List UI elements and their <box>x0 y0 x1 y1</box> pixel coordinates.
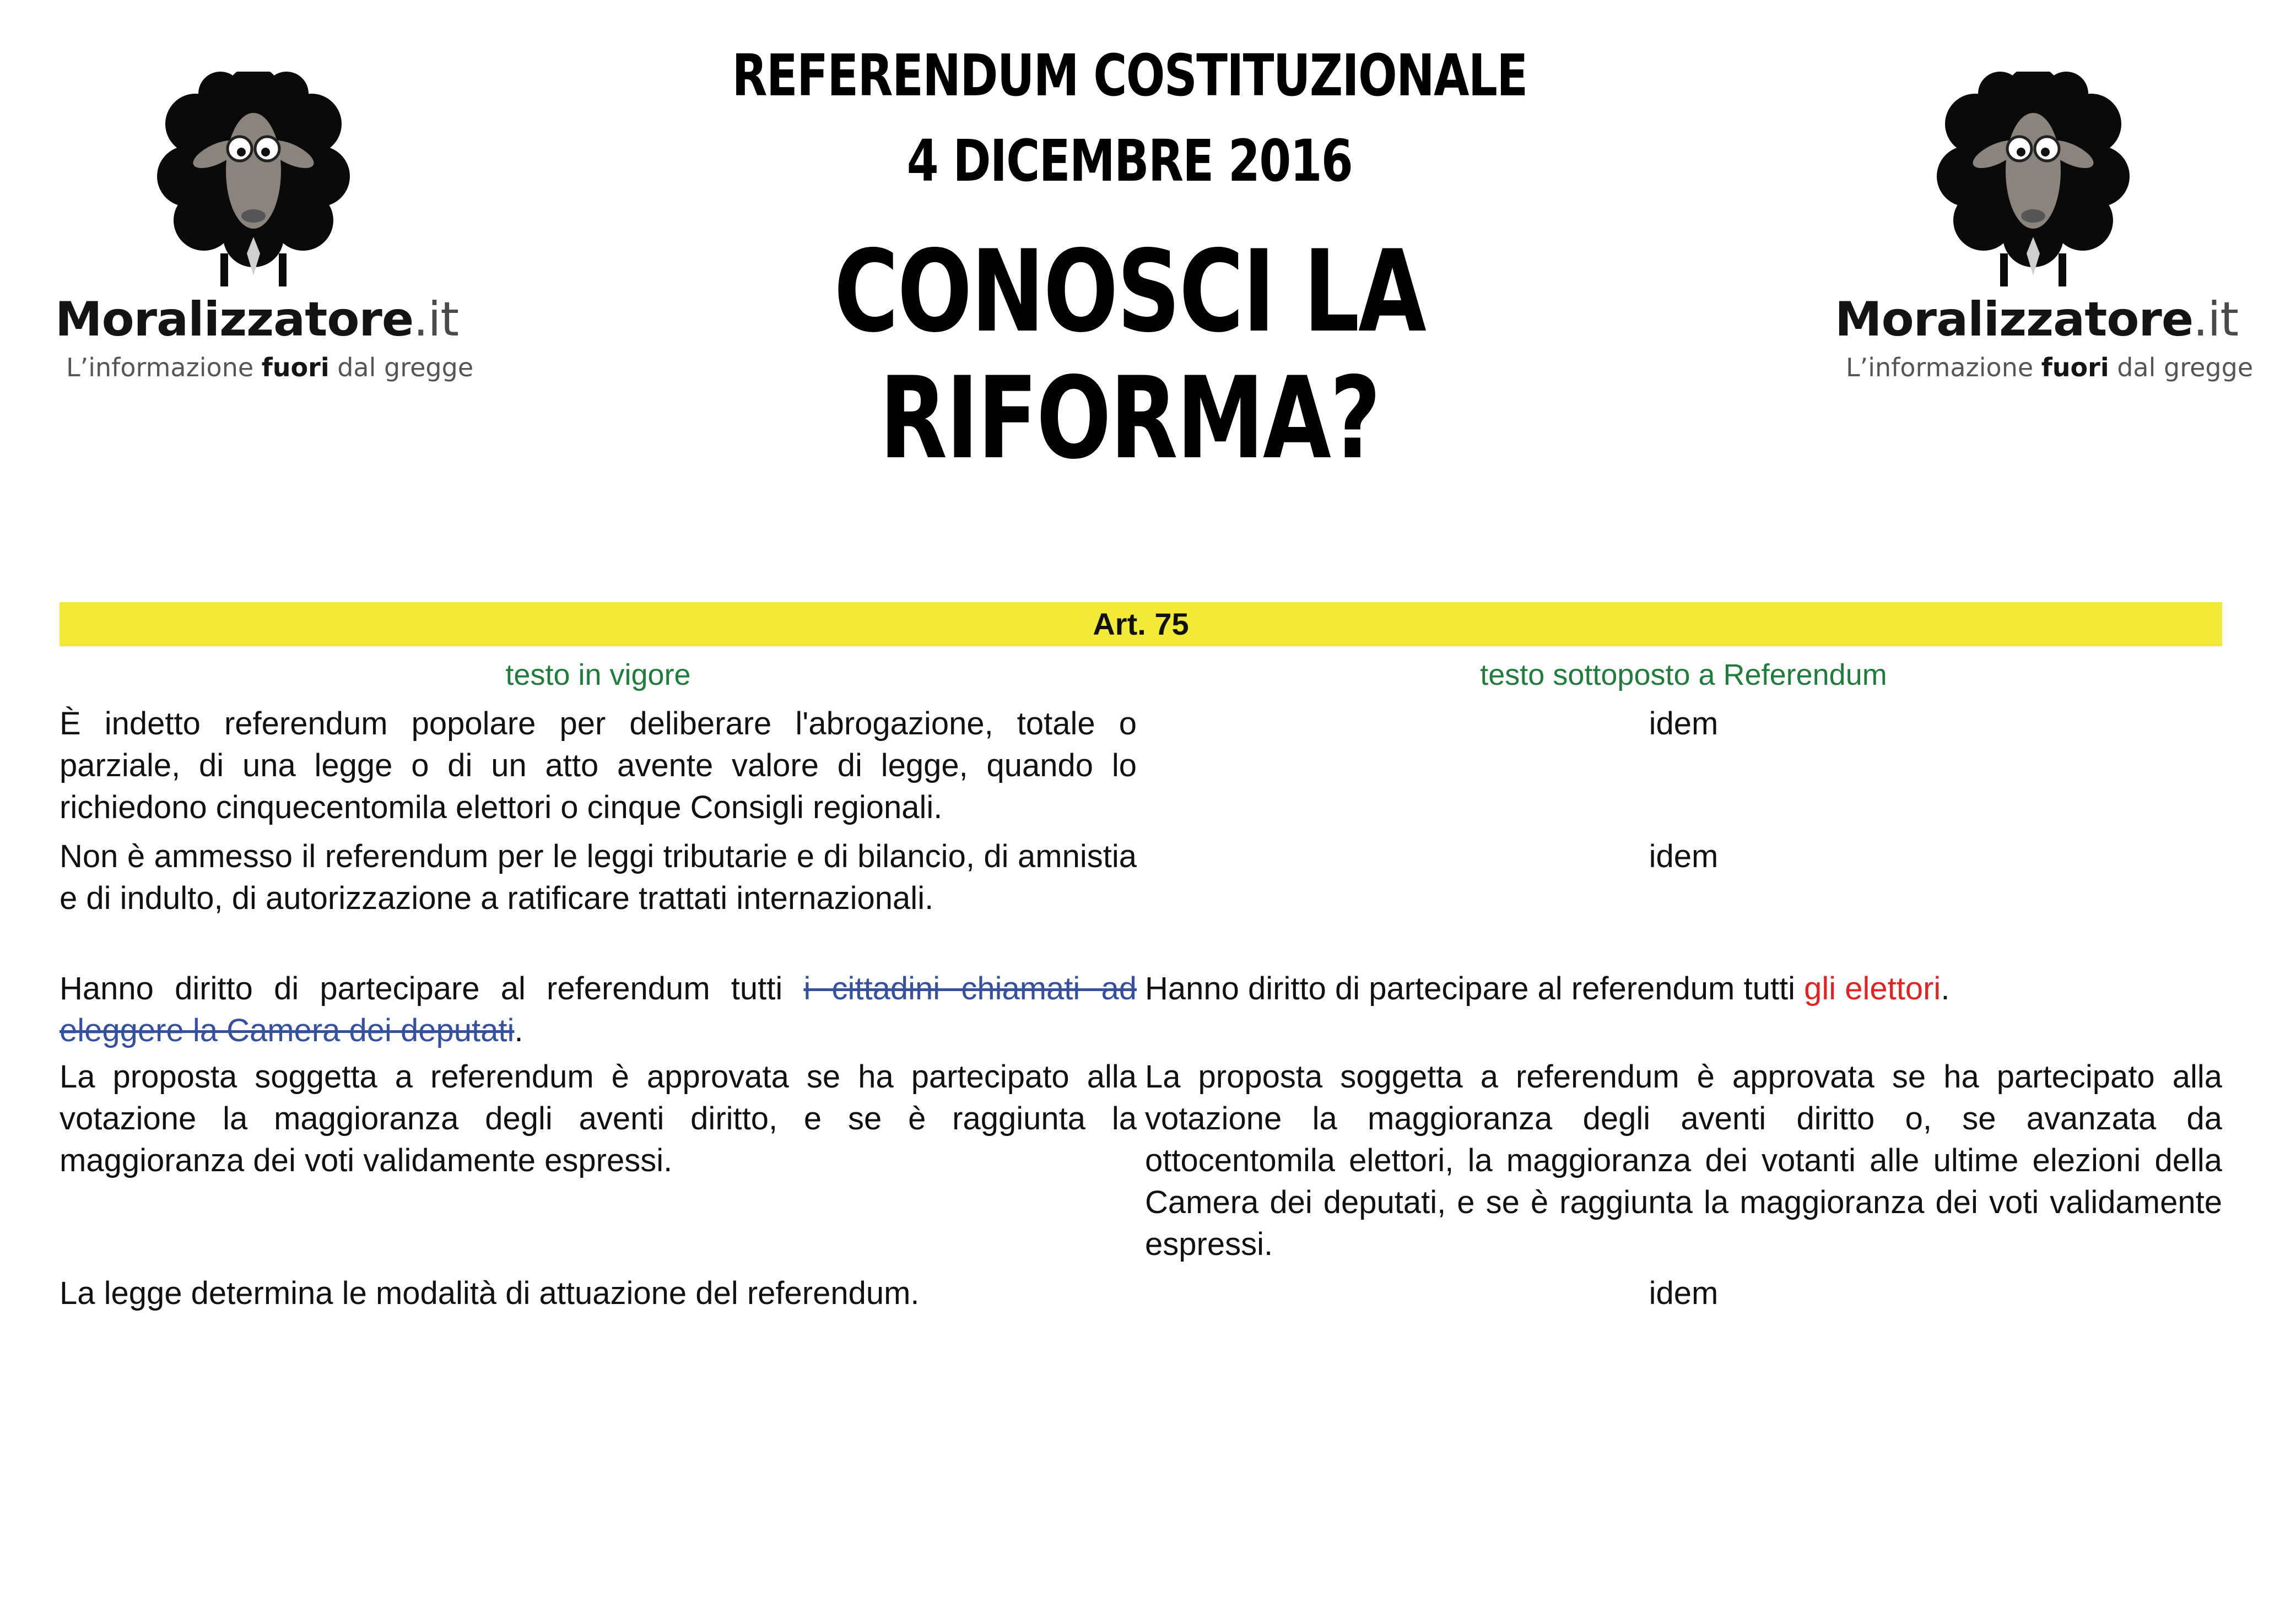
row-5-current-text: La legge determina le modalità di attuazione del referendum. <box>60 1275 920 1311</box>
row-3-current-text: Hanno diritto di partecipare al referendum tutti i cittadini chiamati ad eleggere la Camera dei deputati. <box>60 971 1137 1048</box>
column-header-current-text: testo in vigore <box>505 658 691 691</box>
title-line-1: REFERENDUM COSTITUZIONALE <box>732 42 1527 109</box>
row-1-referendum-text: idem <box>1649 706 1719 742</box>
logo-right <box>1835 72 2254 382</box>
brand-name: Moralizzatore.it <box>55 292 459 347</box>
black-sheep-icon <box>154 72 353 292</box>
title-line-2: 4 DICEMBRE 2016 <box>906 127 1353 194</box>
deleted-text: i cittadini chiamati ad eleggere la Camera dei deputati <box>60 971 1137 1048</box>
row-2-current-text: Non è ammesso il referendum per le leggi tributarie e di bilancio, di amnistia e di indulto, di autorizzazione a ratificare trattati internazionali. <box>60 838 1137 916</box>
black-sheep-icon <box>1934 72 2132 292</box>
row-1-current-text: È indetto referendum popolare per deliberare l'abrogazione, totale o parziale, di una legge o di un atto avente valore di legge, quando lo richiedono cinquecentomila elettori o cinque Consigli regionali. <box>60 706 1137 825</box>
row-4-referendum-text: La proposta soggetta a referendum è approvata se ha partecipato alla votazione la maggioranza degli aventi diritto o, se avanzata da ottocentomila elettori, la maggioranza dei votanti alle ultime elezioni della Camera dei deputati, e se è raggiunta la maggioranza dei voti validamente espressi. <box>1145 1059 2222 1262</box>
tagline: L’informazione fuori dal gregge <box>1846 353 2254 382</box>
added-text: gli elettori <box>1804 971 1941 1007</box>
row-3-referendum-text: Hanno diritto di partecipare al referendum tutti gli elettori. <box>1145 971 1950 1007</box>
page-title: CONOSCI LA RIFORMA? <box>834 226 1425 484</box>
title-block <box>551 33 1708 482</box>
column-header-referendum-text: testo sottoposto a Referendum <box>1480 658 1887 691</box>
brand-name: Moralizzatore.it <box>1835 292 2239 347</box>
tagline: L’informazione fuori dal gregge <box>66 353 474 382</box>
row-5-referendum-text: idem <box>1649 1275 1719 1311</box>
row-2-referendum-text: idem <box>1649 838 1719 874</box>
article-title-bar: Art. 75 <box>60 602 2222 646</box>
row-4-current-text: La proposta soggetta a referendum è approvata se ha partecipato alla votazione la maggioranza degli aventi diritto, e se è raggiunta la maggioranza dei voti validamente espressi. <box>60 1059 1137 1178</box>
logo-left <box>55 72 474 382</box>
